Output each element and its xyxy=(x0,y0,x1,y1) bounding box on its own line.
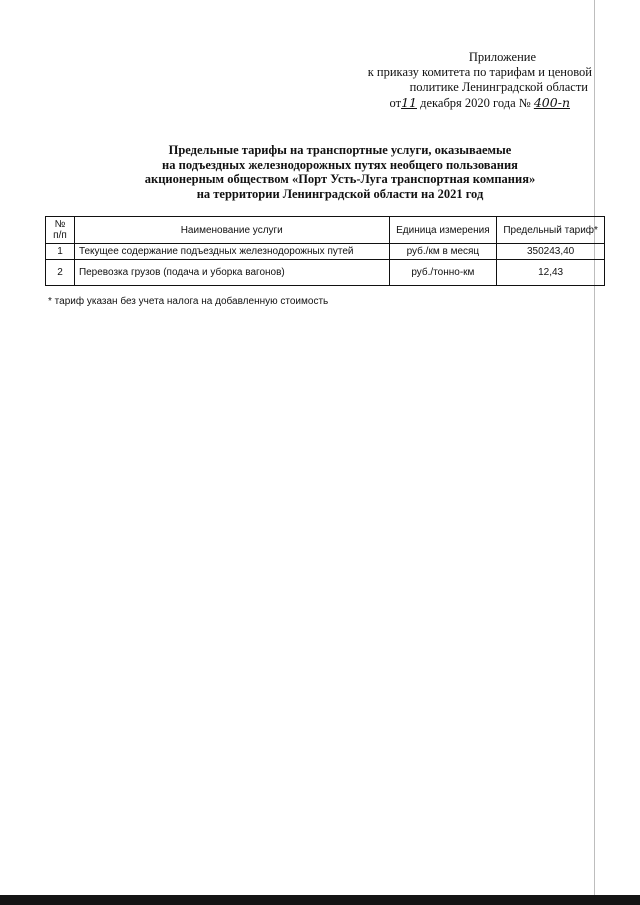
header-number-line1: № xyxy=(54,219,66,230)
row-service-name: Текущее содержание подъездных железнодорожных путей xyxy=(74,244,389,260)
table-header-row xyxy=(46,217,605,244)
scan-edge-line xyxy=(594,0,595,905)
row-number: 2 xyxy=(46,260,75,286)
document-title xyxy=(60,143,620,201)
appendix-heading: Приложение xyxy=(468,50,536,64)
table-row xyxy=(46,244,605,260)
date-text: декабря 2020 года № xyxy=(420,96,531,110)
header-number xyxy=(46,217,75,244)
header-unit: Единица измерения xyxy=(389,217,497,244)
handwritten-order-number: 400-п xyxy=(533,95,570,110)
row-service-name: Перевозка грузов (подача и уборка вагонов) xyxy=(74,260,389,286)
appendix-date-line xyxy=(292,95,592,111)
row-tariff-value: 12,43 xyxy=(497,260,605,286)
appendix-committee-line: политике Ленинградской области xyxy=(409,80,588,94)
title-line-3: акционерным обществом «Порт Усть-Луга транспортная компания» xyxy=(144,172,536,186)
row-tariff-value: 350243,40 xyxy=(497,244,605,260)
header-number-line2: п/п xyxy=(53,230,67,241)
tariff-table xyxy=(45,216,605,286)
title-line-1: Предельные тарифы на транспортные услуги, оказываемые xyxy=(168,143,512,157)
row-number: 1 xyxy=(46,244,75,260)
title-line-4: на территории Ленинградской области на 2021 год xyxy=(196,186,484,201)
tariff-footnote: * тариф указан без учета налога на добавленную стоимость xyxy=(48,296,329,307)
appendix-order-line: к приказу комитета по тарифам и ценовой xyxy=(367,65,592,79)
table-row xyxy=(46,260,605,286)
header-service-name: Наименование услуги xyxy=(74,217,389,244)
title-line-2: на подъездных железнодорожных путях необщего пользования xyxy=(162,157,518,172)
header-tariff: Предельный тариф* xyxy=(497,217,605,244)
handwritten-day: 11 xyxy=(401,95,417,110)
date-prefix: от xyxy=(389,96,402,110)
scan-bottom-border xyxy=(0,895,640,905)
appendix-block xyxy=(292,50,592,111)
row-unit: руб./тонно-км xyxy=(389,260,497,286)
row-unit: руб./км в месяц xyxy=(389,244,497,260)
